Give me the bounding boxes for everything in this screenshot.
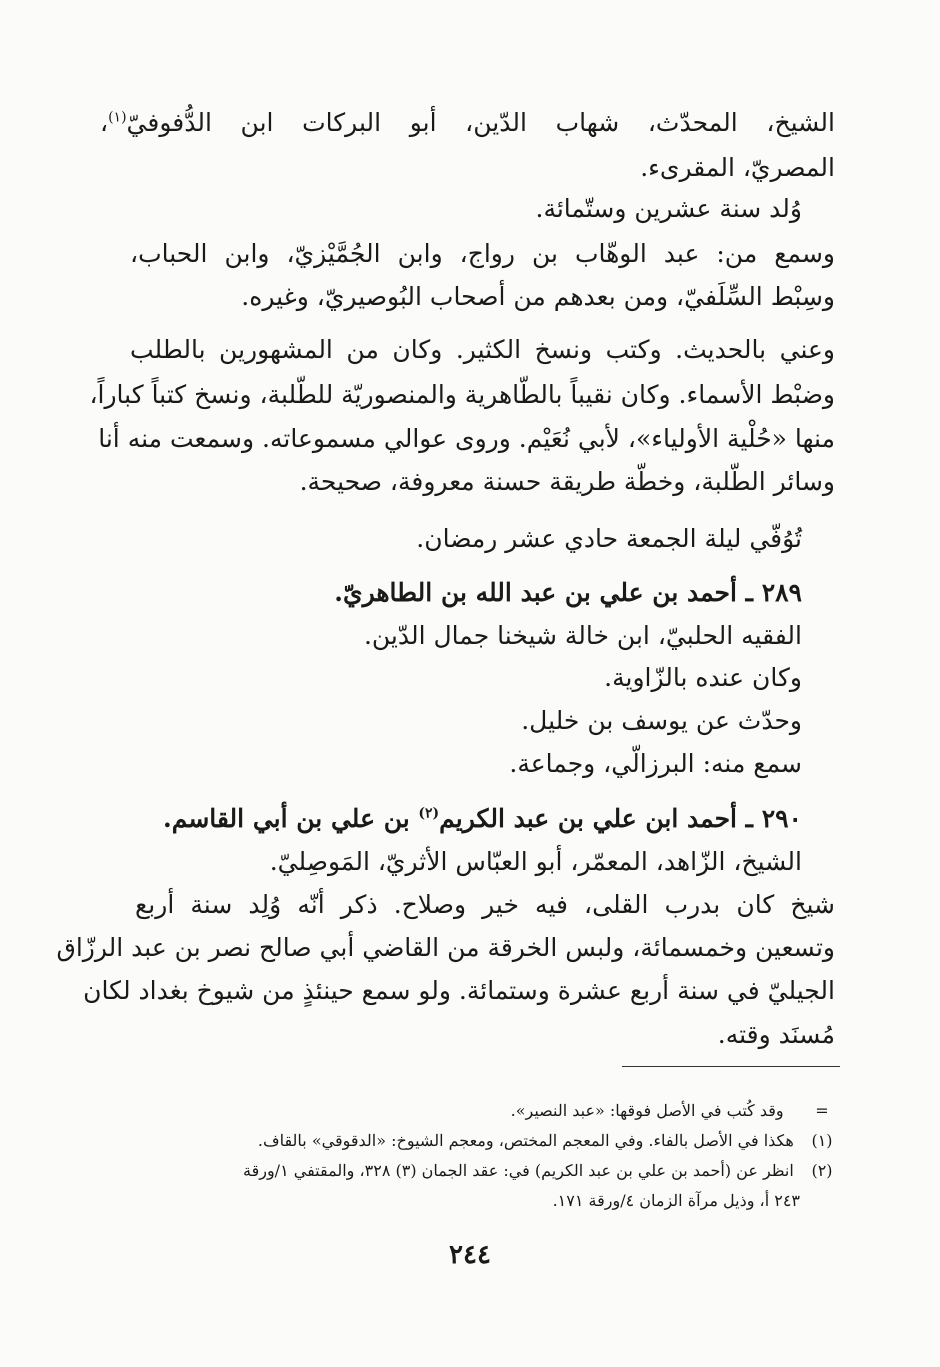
entry-heading: ٢٩٠ ـ أحمد ابن علي بن عبد الكريم$^{(٢)}$ بن علي بن أبي القاسم. <box>163 804 802 833</box>
footnote-separator <box>622 1066 840 1067</box>
footnote-marker: = <box>815 1101 829 1120</box>
body-line: وسِبْط السِّلَفيّ، ومن بعدهم من أصحاب البُوصيريّ، وغيره. <box>241 282 835 311</box>
footnote: = وقد كُتب في الأصل فوقها: «عبد النصير». <box>100 1097 840 1125</box>
footnote: (٢) انظر عن (أحمد بن علي بن عبد الكريم) في: عقد الجمان (٣) ٣٢٨، والمقتفي ١/ورقة <box>100 1157 840 1185</box>
body-line: وعني بالحديث. وكتب ونسخ الكثير. وكان من المشهورين بالطلب <box>130 335 835 364</box>
body-line: الفقيه الحلبيّ، ابن خالة شيخنا جمال الدّين. <box>363 621 802 650</box>
footnote-ref: (١) <box>108 109 127 126</box>
body-line: الجيليّ في سنة أربع عشرة وستمائة. ولو سمع حينئذٍ من شيوخ بغداد لكان <box>83 976 835 1005</box>
body-line: الشيخ، المحدّث، شهاب الدّين، أبو البركات ابن الدُّفوفيّ$^{(١)}$، <box>100 108 835 137</box>
body-line: وُلد سنة عشرين وستّمائة. <box>535 194 802 223</box>
body-line: وضبْط الأسماء. وكان نقيباً بالطّاهرية والمنصوريّة للطّلبة، ونسخ كتباً كباراً، <box>89 380 835 409</box>
body-line: المصريّ، المقرىء. <box>640 153 835 182</box>
body-line: مُسنَد وقته. <box>717 1020 835 1049</box>
page-number: ٢٤٤ <box>449 1240 491 1270</box>
footnote: ٢٤٣ أ، وذيل مرآة الزمان ٤/ورقة ١٧١. <box>552 1191 800 1210</box>
body-line: منها «حُلْية الأولياء»، لأبي نُعَيْم. وروى عوالي مسموعاته. وسمعت منه أنا <box>98 424 835 453</box>
body-line: تُوُفّي ليلة الجمعة حادي عشر رمضان. <box>416 524 802 553</box>
body-line: وتسعين وخمسمائة، ولبس الخرقة من القاضي أبي صالح نصر بن عبد الرزّاق <box>56 933 835 962</box>
body-line: وحدّث عن يوسف بن خليل. <box>521 706 802 735</box>
entry-heading: ٢٨٩ ـ أحمد بن علي بن عبد الله بن الطاهريّ. <box>334 578 802 607</box>
body-line: سمع منه: البرزالّي، وجماعة. <box>509 749 802 778</box>
footnote: (١) هكذا في الأصل بالفاء. وفي المعجم المختص، ومعجم الشيوخ: «الدقوقي» بالقاف. <box>100 1127 840 1155</box>
body-line: شيخ كان بدرب القلى، فيه خير وصلاح. ذكر أنّه وُلِد سنة أربع <box>135 890 835 919</box>
body-line: وكان عنده بالزّاوية. <box>604 663 802 692</box>
body-line: وسمع من: عبد الوهّاب بن رواج، وابن الجُمَّيْزيّ، وابن الحباب، <box>130 239 835 268</box>
footnote-ref: (٢) <box>418 805 440 822</box>
body-line: وسائر الطّلبة، وخطّة طريقة حسنة معروفة، صحيحة. <box>299 467 835 496</box>
body-line: الشيخ، الزّاهد، المعمّر، أبو العبّاس الأثريّ، المَوصِليّ. <box>269 847 802 876</box>
footnote-marker: (٢) <box>811 1161 833 1180</box>
footnote-marker: (١) <box>811 1131 833 1150</box>
